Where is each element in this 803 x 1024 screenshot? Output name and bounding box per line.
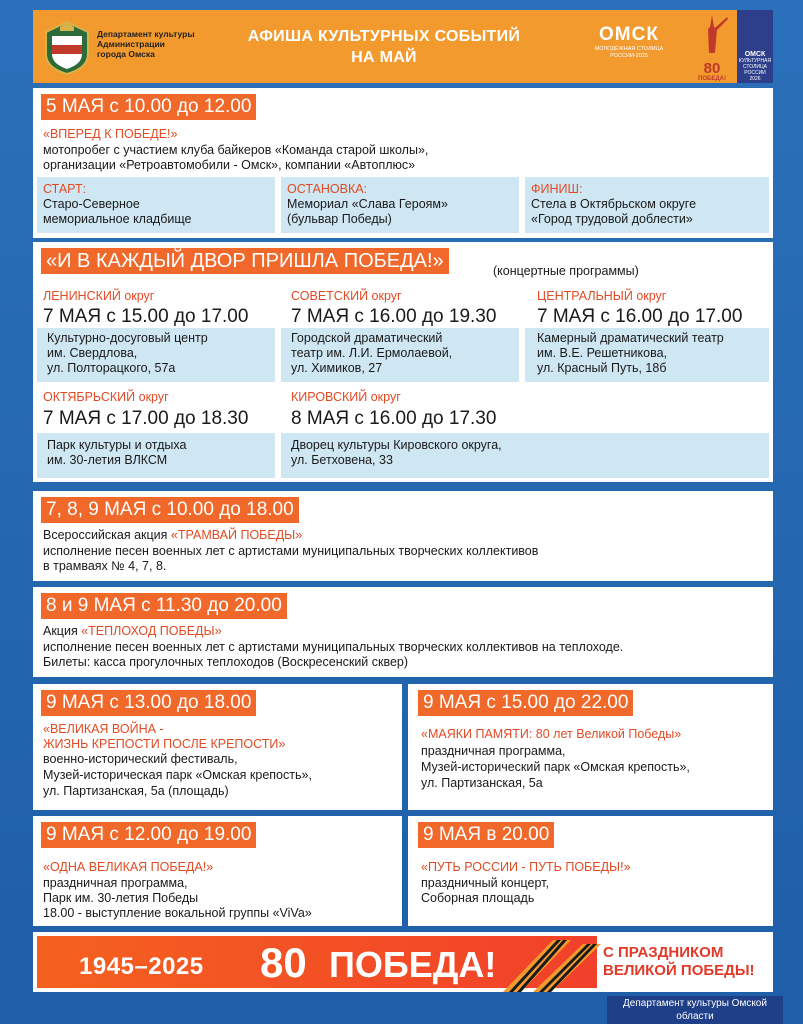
- event-description: Музей-исторический парк «Омская крепость»,: [421, 760, 690, 774]
- event-name: «ПУТЬ РОССИИ - ПУТЬ ПОБЕДЫ!»: [421, 860, 631, 874]
- event-date: 9 МАЯ в 20.00: [418, 822, 554, 848]
- event-memory-beacons: [408, 684, 773, 810]
- event-name: «И В КАЖДЫЙ ДВОР ПРИШЛА ПОБЕДА!»: [41, 248, 449, 274]
- district-venue: [281, 433, 769, 478]
- event-description: праздничный концерт,: [421, 876, 549, 890]
- district-venue: [37, 433, 275, 478]
- venue-line: Дворец культуры Кировского округа,: [291, 438, 502, 452]
- route-place: Мемориал «Слава Героям»: [287, 197, 448, 211]
- event-name: «ТЕПЛОХОД ПОБЕДЫ»: [81, 624, 222, 638]
- event-description: 18.00 - выступление вокальной группы «ViVa»: [43, 906, 312, 920]
- culture-logo-sub: 2026: [749, 76, 761, 82]
- district-venue: [37, 328, 275, 382]
- culture-logo-title: ОМСК: [744, 51, 766, 58]
- district-date: 7 МАЯ с 17.00 до 18.30: [43, 408, 249, 429]
- event-name: «МАЯКИ ПАМЯТИ: 80 лет Великой Победы»: [421, 727, 682, 741]
- victory-80-word: ПОБЕДА!: [698, 76, 726, 82]
- event-description: Музей-историческая парк «Омская крепость»,: [43, 768, 312, 782]
- footer-department: [607, 996, 783, 1024]
- district-date: 7 МАЯ с 15.00 до 17.00: [43, 306, 249, 327]
- event-date: 8 и 9 МАЯ с 11.30 до 20.00: [41, 593, 287, 619]
- header: [33, 10, 773, 83]
- route-label: СТАРТ:: [43, 182, 87, 196]
- event-description: исполнение песен военных лет с артистами муниципальных творческих коллективов на теплоходе.: [43, 640, 624, 654]
- route-place: мемориальное кладбище: [43, 212, 192, 226]
- district-date: 7 МАЯ с 16.00 до 19.30: [291, 306, 497, 327]
- venue-line: им. 30-летия ВЛКСМ: [47, 453, 168, 467]
- venue-line: Городской драматический: [291, 331, 443, 345]
- event-date: 5 МАЯ с 10.00 до 12.00: [41, 94, 256, 120]
- motherland-statue-icon: [693, 13, 731, 57]
- event-description: военно-исторический фестиваль,: [43, 752, 238, 766]
- event-name: «ВПЕРЕД К ПОБЕДЕ!»: [43, 127, 178, 141]
- event-description: Билеты: касса прогулочных теплоходов (Воскресенский сквер): [43, 655, 409, 669]
- venue-line: ул. Полторацкого, 57а: [47, 361, 176, 375]
- event-subtitle: (концертные программы): [493, 264, 639, 278]
- st-george-ribbon-icon: [493, 932, 603, 992]
- greeting-line: ВЕЛИКОЙ ПОБЕДЫ!: [603, 962, 755, 979]
- route-label: ФИНИШ:: [531, 182, 583, 196]
- event-description: праздничная программа,: [421, 744, 566, 758]
- district-name: ЦЕНТРАЛЬНЫЙ округ: [537, 289, 667, 303]
- route-finish: [525, 177, 769, 233]
- event-fortress-festival: [33, 684, 402, 810]
- district-date: 7 МАЯ с 16.00 до 17.00: [537, 306, 743, 327]
- victory-80-number: 80: [703, 60, 721, 77]
- culture-logo-sub: РОССИИ: [744, 70, 766, 76]
- route-place: Стела в Октябрьском округе: [531, 197, 697, 211]
- banner-pobeda: ПОБЕДА!: [329, 944, 497, 985]
- venue-line: Культурно-досуговый центр: [47, 331, 208, 345]
- event-name: «ТРАМВАЙ ПОБЕДЫ»: [170, 528, 303, 542]
- culture-logo-sub: СТОЛИЦА: [742, 64, 768, 70]
- event-description: Парк им. 30-летия Победы: [43, 891, 199, 905]
- dept-line: Департамент культуры: [97, 29, 195, 39]
- dept-line: Администрации: [97, 39, 165, 49]
- omsk-logo-sub: МОЛОДЁЖНАЯ СТОЛИЦА: [594, 46, 664, 52]
- venue-line: им. В.Е. Решетникова,: [537, 346, 668, 360]
- event-description: Соборная площадь: [421, 891, 535, 905]
- victory-banner: [33, 932, 773, 992]
- greeting-line: С ПРАЗДНИКОМ: [603, 944, 724, 961]
- event-description: мотопробег с участием клуба байкеров «Команда старой школы»,: [43, 143, 429, 157]
- event-description: ул. Партизанская, 5а (площадь): [43, 784, 229, 798]
- culture-logo-sub: КУЛЬТУРНАЯ: [738, 58, 772, 64]
- title-line: НА МАЙ: [351, 49, 417, 66]
- title-line: АФИША КУЛЬТУРНЫХ СОБЫТИЙ: [247, 28, 521, 45]
- event-description: исполнение песен военных лет с артистами муниципальных творческих коллективов: [43, 544, 539, 558]
- route-place: «Город трудовой доблести»: [531, 212, 693, 226]
- omsk-culture-capital-logo: [737, 10, 773, 83]
- victory-80-logo: [693, 13, 731, 81]
- event-description: организации «Ретроавтомобили - Омск», компании «Автоплюс»: [43, 158, 416, 172]
- district-venue: [281, 328, 519, 382]
- venue-line: ул. Красный Путь, 18б: [537, 361, 667, 375]
- poster-title: [229, 26, 539, 68]
- district-date: 8 МАЯ с 16.00 до 17.30: [291, 408, 497, 429]
- district-name: ОКТЯБРЬСКИЙ округ: [43, 390, 169, 404]
- venue-line: Камерный драматический театр: [537, 331, 724, 345]
- banner-80: 80: [260, 939, 307, 986]
- event-date: 9 МАЯ с 13.00 до 18.00: [41, 690, 256, 716]
- omsk-youth-capital-logo: [589, 24, 669, 60]
- venue-line: ул. Бетховена, 33: [291, 453, 393, 467]
- event-name: «ОДНА ВЕЛИКАЯ ПОБЕДА!»: [43, 860, 214, 874]
- omsk-coat-of-arms-icon: [40, 18, 94, 76]
- venue-line: театр им. Л.И. Ермолаевой,: [291, 346, 453, 360]
- venue-line: им. Свердлова,: [47, 346, 138, 360]
- event-date: 7, 8, 9 МАЯ с 10.00 до 18.00: [41, 497, 299, 523]
- event-date: 9 МАЯ с 12.00 до 19.00: [41, 822, 256, 848]
- event-prefix: Акция: [43, 624, 82, 638]
- event-description: праздничная программа,: [43, 876, 188, 890]
- district-name: СОВЕТСКИЙ округ: [291, 289, 402, 303]
- district-venue: [525, 328, 769, 382]
- route-place: (бульвар Победы): [287, 212, 392, 226]
- event-boat: [33, 587, 773, 677]
- route-place: Старо-Северное: [43, 197, 140, 211]
- event-motorally: [33, 88, 773, 238]
- route-start: [37, 177, 275, 233]
- footer-line: Департамент культуры Омской: [623, 998, 767, 1009]
- district-name: ЛЕНИНСКИЙ округ: [43, 289, 155, 303]
- event-one-great-victory: [33, 816, 402, 926]
- event-concerts: [33, 242, 773, 482]
- dept-line: города Омска: [97, 49, 155, 59]
- event-prefix: Всероссийская акция: [43, 528, 171, 542]
- department-name: [97, 29, 195, 59]
- banner-greeting: [603, 944, 755, 980]
- district-name: КИРОВСКИЙ округ: [291, 390, 401, 404]
- footer-line: области: [676, 1011, 714, 1022]
- event-description: в трамваях № 4, 7, 8.: [43, 559, 167, 573]
- event-russia-path: [408, 816, 773, 926]
- event-description: ул. Партизанская, 5а: [421, 776, 543, 790]
- route-label: ОСТАНОВКА:: [287, 182, 368, 196]
- omsk-logo-sub: РОССИИ-2025: [610, 53, 648, 59]
- event-date: 9 МАЯ с 15.00 до 22.00: [418, 690, 633, 716]
- event-name: ЖИЗНЬ КРЕПОСТИ ПОСЛЕ КРЕПОСТИ»: [43, 737, 286, 751]
- banner-years: 1945–2025: [79, 953, 204, 980]
- event-name: «ВЕЛИКАЯ ВОЙНА -: [43, 722, 164, 736]
- venue-line: ул. Химиков, 27: [291, 361, 383, 375]
- omsk-logo-text: ОМСК: [599, 24, 659, 45]
- route-stop: [281, 177, 519, 233]
- venue-line: Парк культуры и отдыха: [47, 438, 187, 452]
- event-tram: [33, 491, 773, 581]
